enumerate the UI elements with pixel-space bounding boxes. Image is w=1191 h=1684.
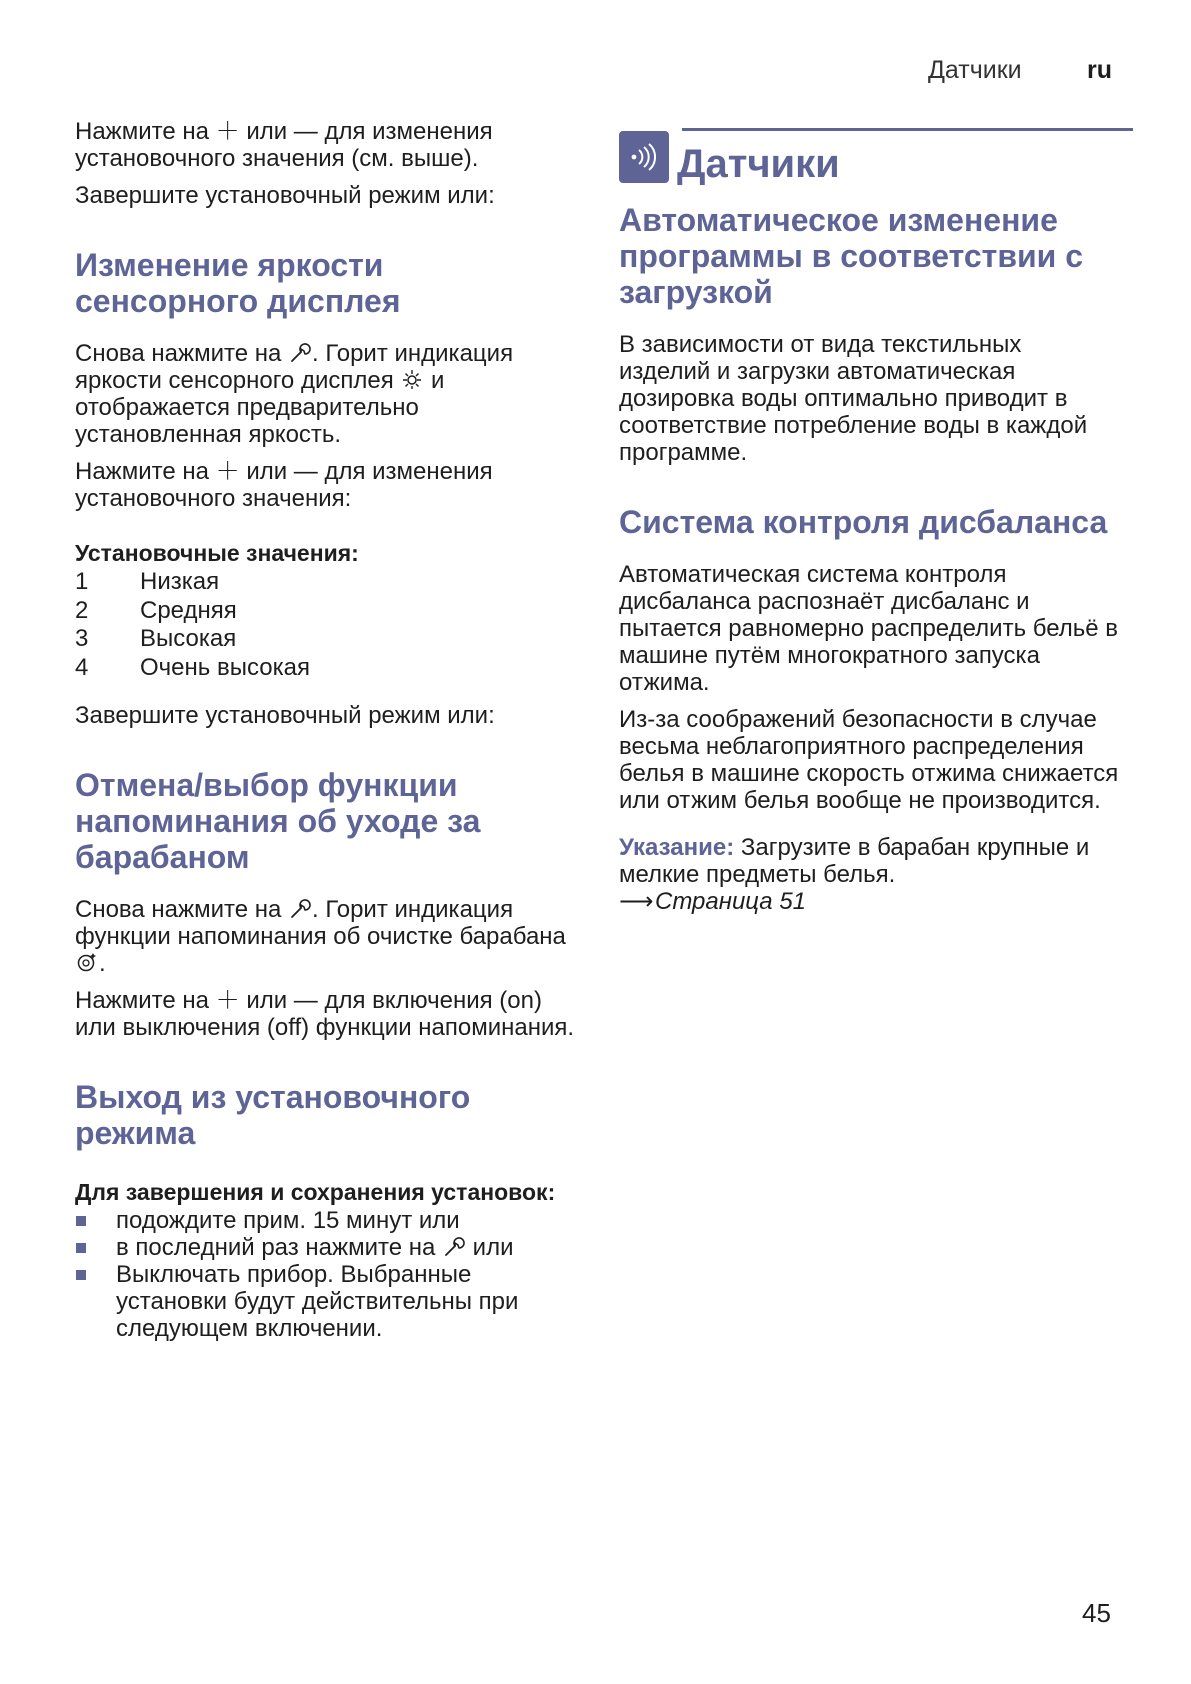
list-item: 3 Высокая bbox=[75, 625, 237, 652]
wrench-icon bbox=[288, 896, 312, 920]
paragraph: Завершите установочный режим или: bbox=[75, 182, 495, 209]
exit-subtitle: Для завершения и сохранения установок: bbox=[75, 1179, 556, 1205]
list-item: 4 Очень высокая bbox=[75, 653, 310, 681]
paragraph: Снова нажмите на . Горит индикация функции напоминания об очистке барабана . bbox=[75, 896, 566, 977]
sun-icon bbox=[400, 367, 424, 391]
bullet-square-icon bbox=[76, 1216, 86, 1226]
note-paragraph: Указание: Загрузите в барабан крупные и мелкие предметы белья. ⟶Страница 51 bbox=[619, 834, 1090, 915]
section-title-auto-load: Автоматическое изменение программы в соответствии с загрузкой bbox=[619, 202, 1084, 310]
section-title-brightness: Изменение яркости сенсорного дисплея bbox=[75, 247, 401, 319]
paragraph: В зависимости от вида текстильных изделий и загрузки автоматическая дозировка воды оптимально приводит в соответствие потребление воды в каждой программе. bbox=[619, 331, 1088, 466]
running-header-section: Датчики bbox=[928, 56, 1022, 84]
wrench-icon bbox=[442, 1234, 466, 1258]
note-label: Указание: bbox=[619, 834, 735, 861]
section-title-exit: Выход из установочного режима bbox=[75, 1079, 471, 1151]
list-item: 1 Низкая bbox=[75, 568, 220, 595]
wrench-icon bbox=[288, 340, 312, 364]
section-title-drum-reminder: Отмена/выбор функции напоминания об уходе за барабаном bbox=[75, 767, 481, 875]
paragraph: Из-за соображений безопасности в случае весьма неблагоприятного распределения белья в машине скорость отжима снижается или отжим белья вообще не производится. bbox=[619, 706, 1119, 814]
paragraph: Завершите установочный режим или: bbox=[75, 702, 495, 729]
settings-values-list bbox=[75, 568, 575, 682]
paragraph: Нажмите на ＋ или — для изменения установочного значения (см. выше). bbox=[75, 118, 493, 172]
bullet-square-icon bbox=[76, 1270, 86, 1280]
section-title-imbalance: Система контроля дисбаланса bbox=[619, 504, 1108, 540]
main-title-row bbox=[619, 118, 1119, 186]
page-title: Датчики bbox=[677, 142, 840, 186]
left-column bbox=[75, 118, 575, 1342]
settings-values-title: Установочные значения: bbox=[75, 540, 359, 566]
paragraph: Автоматическая система контроля дисбаланса распознаёт дисбаланс и пытается равномерно распределить бельё в машине путём многократного запуска отжима. bbox=[619, 561, 1119, 696]
page-number: 45 bbox=[1082, 1598, 1111, 1628]
sensor-icon bbox=[619, 131, 669, 183]
right-column bbox=[619, 118, 1119, 925]
arrow-icon: ⟶ bbox=[619, 888, 654, 915]
list-item: в последний раз нажмите на или bbox=[75, 1234, 575, 1261]
list-item: подождите прим. 15 минут или bbox=[75, 1207, 575, 1234]
exit-bullet-list bbox=[75, 1207, 575, 1342]
bullet-square-icon bbox=[76, 1243, 86, 1253]
running-header-language: ru bbox=[1087, 56, 1112, 84]
paragraph: Снова нажмите на . Горит индикация яркости сенсорного дисплея и отображается предварительно установленная яркость. bbox=[75, 340, 514, 448]
title-rule bbox=[682, 128, 1133, 131]
list-item: 2 Средняя bbox=[75, 596, 237, 624]
paragraph: Нажмите на ＋ или — для изменения установочного значения: bbox=[75, 458, 493, 512]
page-reference-link[interactable]: Страница 51 bbox=[655, 888, 807, 915]
list-item: Выключать прибор. Выбранные установки будут действительны при следующем включении. bbox=[75, 1261, 575, 1342]
drum-clean-icon bbox=[75, 950, 99, 974]
paragraph: Нажмите на ＋ или — для включения (on) или выключения (off) функции напоминания. bbox=[75, 987, 575, 1041]
